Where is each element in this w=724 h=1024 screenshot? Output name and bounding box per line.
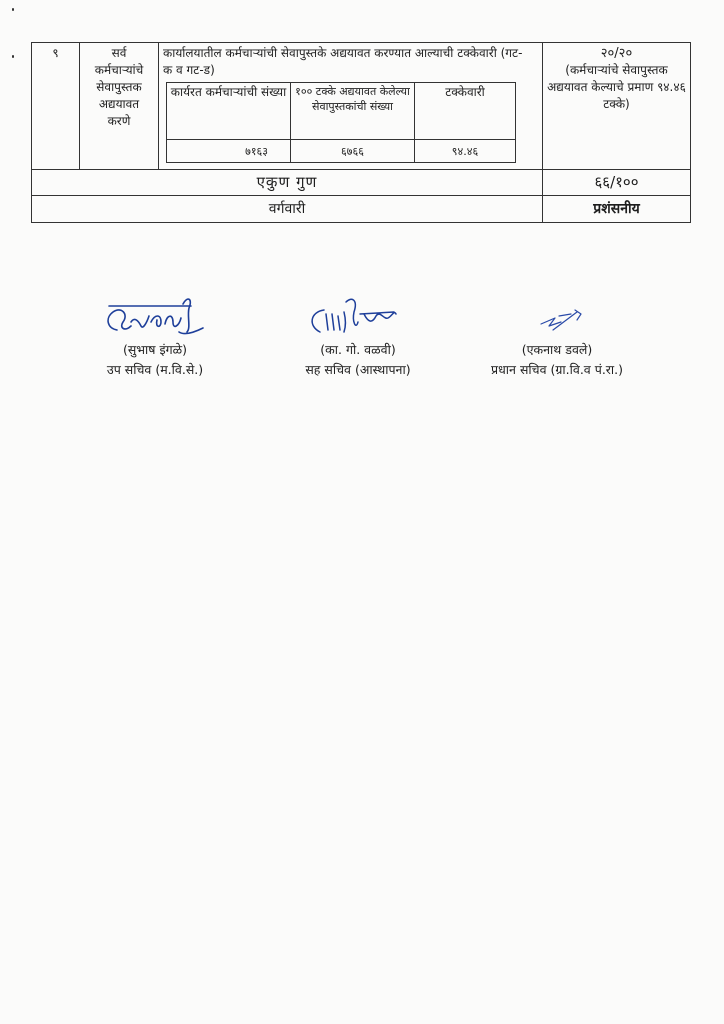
row-score: २०/२० — [600, 46, 633, 61]
signatory-3 — [462, 292, 652, 380]
scan-speck — [12, 55, 14, 58]
signature-image — [95, 292, 215, 340]
scan-speck — [12, 8, 14, 11]
row-title-line: सेवापुस्तक — [96, 80, 142, 94]
header-percentage: टक्केवारी — [415, 83, 516, 140]
row-description: कार्यालयातील कर्मचाऱ्यांची सेवापुस्तके अद्ययावत करण्यात आल्याची टक्केवारी (गट-क व गट-ड) — [163, 46, 523, 77]
inner-value-row — [167, 140, 516, 163]
signatory-name: (एकनाथ डवले) — [521, 342, 593, 357]
signatory-designation: प्रधान सचिव (ग्रा.वि.व पं.रा.) — [491, 362, 623, 377]
row-title-line: करणे — [107, 114, 131, 128]
header-updated-books: १०० टक्के अद्ययावत केलेल्या सेवापुस्तकांची संख्या — [291, 83, 415, 140]
signature-image — [298, 292, 418, 340]
signatory-name: (का. गो. वळवी) — [320, 342, 396, 357]
inner-header-row — [167, 83, 516, 140]
evaluation-table — [31, 42, 691, 223]
grade-label: वर्गवारी — [32, 196, 543, 223]
total-label: एकुण गुण — [32, 170, 543, 196]
value-updated-books: ६७६६ — [291, 140, 415, 163]
total-value: ६६/१०० — [543, 170, 691, 196]
row-description-cell — [159, 43, 543, 170]
signatory-name: (सुभाष इंगळे) — [122, 342, 188, 357]
signatory-1 — [70, 292, 240, 380]
signature-image — [497, 292, 617, 340]
row-number: ९ — [32, 43, 80, 170]
header-working-staff: कार्यरत कर्मचाऱ्यांची संख्या — [167, 83, 291, 140]
row-score-cell — [543, 43, 691, 170]
grade-row — [32, 196, 691, 223]
row-title-line: सर्व — [111, 46, 127, 60]
signatory-2 — [268, 292, 448, 380]
grade-value: प्रशंसनीय — [543, 196, 691, 223]
table-row — [32, 43, 691, 170]
total-row — [32, 170, 691, 196]
signatory-designation: सह सचिव (आस्थापना) — [305, 362, 411, 377]
value-percentage: ९४.४६ — [415, 140, 516, 163]
staff-count-table — [166, 82, 516, 163]
row-score-note: (कर्मचाऱ्यांचे सेवापुस्तक अद्ययावत केल्याचे प्रमाण ९४.४६ टक्के) — [547, 63, 686, 111]
row-title-line: कर्मचाऱ्यांचे — [94, 63, 144, 77]
row-title-line: अद्ययावत — [98, 97, 140, 111]
value-working-staff: ७१६३ — [167, 140, 291, 163]
signatory-designation: उप सचिव (म.वि.से.) — [106, 362, 204, 377]
row-title — [80, 43, 159, 170]
